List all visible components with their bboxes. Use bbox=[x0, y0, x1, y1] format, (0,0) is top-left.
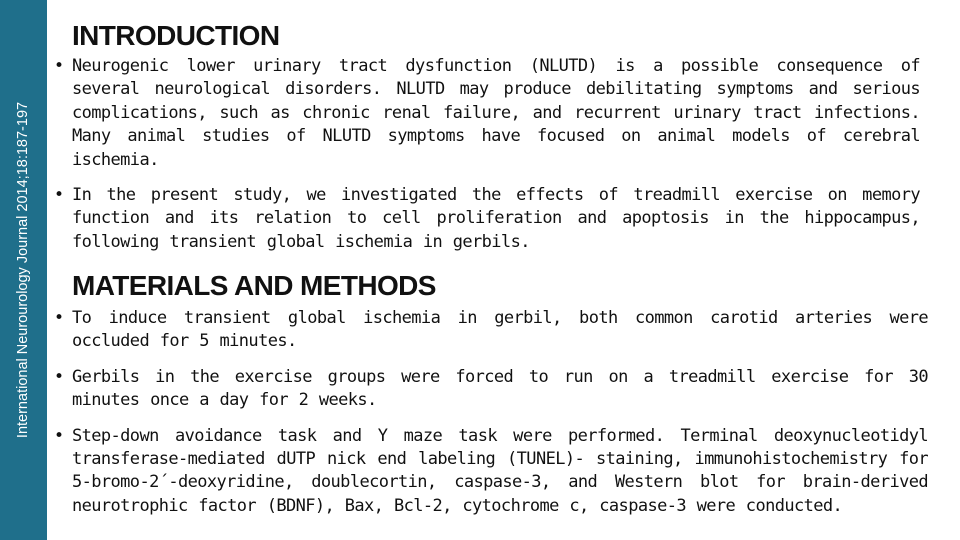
methods-bullet: • To induce transient global ischemia in gerbil, both common carotid arteries were occluded for 5 minutes. bbox=[54, 307, 928, 354]
methods-bullet: • Gerbils in the exercise groups were forced to run on a treadmill exercise for 30 minutes once a day for 2 weeks. bbox=[54, 366, 928, 413]
methods-bullet-list bbox=[54, 307, 928, 530]
introduction-bullet: • In the present study, we investigated the effects of treadmill exercise on memory function and its relation to cell proliferation and apoptosis in the hippocampus, following transient global ischemia in gerbils. bbox=[54, 184, 920, 254]
introduction-heading: INTRODUCTION bbox=[72, 20, 280, 51]
methods-bullet: • Step-down avoidance task and Y maze task were performed. Terminal deoxynucleotidyl transferase-mediated dUTP nick end labeling (TUNEL)- staining, immunohistochemistry for 5-bromo-2´-deoxyridine, doublecortin, caspase-3, and Western blot for brain-derived neurotrophic factor (BDNF), Bax, Bcl-2, cytochrome c, caspase-3 were conducted. bbox=[54, 425, 928, 519]
methods-heading: MATERIALS AND METHODS bbox=[72, 270, 436, 301]
journal-sidebar bbox=[0, 0, 47, 540]
introduction-bullet: • Neurogenic lower urinary tract dysfunction (NLUTD) is a possible consequence of several neurological disorders. NLUTD may produce debilitating symptoms and serious complications, such as chronic renal failure, and recurrent urinary tract infections. Many animal studies of NLUTD symptoms have focused on animal models of cerebral ischemia. bbox=[54, 55, 920, 172]
journal-citation: International Neurourology Journal 2014;18:187-197 bbox=[15, 101, 31, 439]
introduction-bullet-list bbox=[54, 55, 920, 266]
